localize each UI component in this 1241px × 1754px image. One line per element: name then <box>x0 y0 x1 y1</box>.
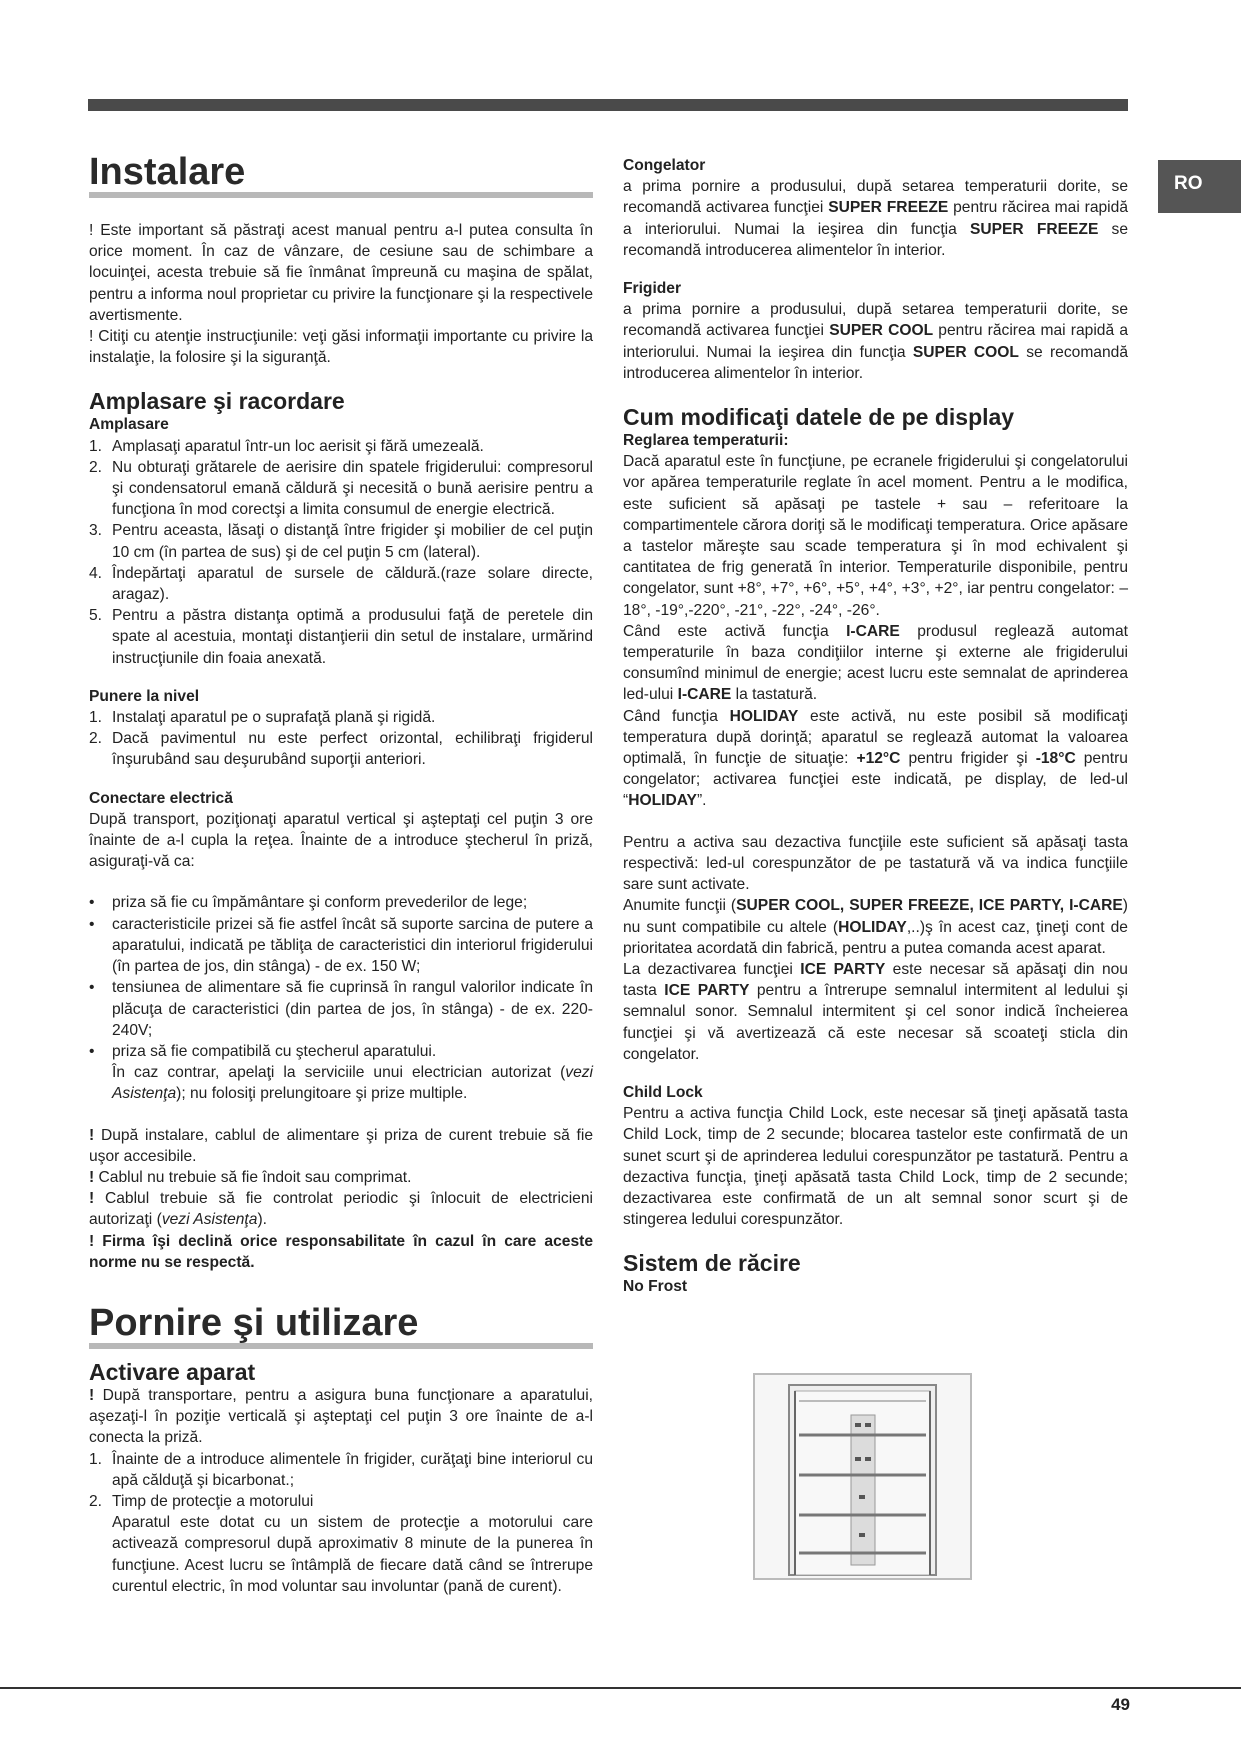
list-item: 1. Înainte de a introduce alimentele în frigider, curăţaţi bine interiorul cu apă călduţă şi bicarbonat.; <box>89 1450 593 1489</box>
warning-3: ! Cablul trebuie să fie controlat periodic şi înlocuit de electricieni autorizaţi (vezi Asistenţa). <box>89 1190 593 1229</box>
intro-paragraph-1: ! Este important să păstraţi acest manual pentru a-l putea consulta în orice moment. În caz de vânzare, de cesiune sau de schimbare a locuinţei, acesta trebuie să fie înmânat împreună cu maşina de spălat, pentru a informa noul proprietar cu privire la funcţionare şi la respectivele avertismente. <box>89 222 593 324</box>
warning-1: ! După instalare, cablul de alimentare şi priza de curent trebuie să fie uşor accesibile. <box>89 1126 594 1165</box>
right-column <box>623 155 1128 1298</box>
conectare-bullets <box>89 892 593 1104</box>
warning-2: ! Cablul nu trebuie să fie îndoit sau comprimat. <box>89 1168 412 1186</box>
intro-paragraph-2: ! Citiţi cu atenţie instrucţiunile: veţi găsi informaţii importante cu privire la instalaţie, la folosire şi la siguranţă. <box>89 328 593 367</box>
subheading-child-lock: Child Lock <box>623 1083 703 1101</box>
list-item: • priza să fie compatibilă cu ştecherul aparatului. În caz contrar, apelaţi la serviciile unui electrician autorizat (vezi Asistenţa); nu folosiţi prelungitoare şi prize multiple. <box>89 1042 593 1103</box>
list-item: 4. Îndepărtaţi aparatul de sursele de căldură.(raze solare directe, aragaz). <box>89 564 593 604</box>
list-item: 2. Dacă pavimentul nu este perfect orizontal, echilibraţi frigiderul înşurubând sau deşurubând suporţii anteriori. <box>89 730 593 769</box>
subheading-reglarea: Reglarea temperaturii: <box>623 432 789 450</box>
punere-list <box>89 707 593 771</box>
ice-party-paragraph: La dezactivarea funcţiei ICE PARTY este necesar să apăsaţi din nou tasta ICE PARTY pentru a întrerupe semnalul intermitent al ledului şi semnalul sonor. Semnalul intermitent şi cel sonor indică încheierea funcţiei şi vă avertizează că este necesar să scoateţi sticla din congelator. <box>623 960 1128 1063</box>
list-item: 1. Amplasaţi aparatul într-un loc aerisit şi fără umezeală. <box>89 437 484 455</box>
list-item: • tensiunea de alimentare să fie cuprinsă în rangul valorilor indicate în plăcuţa de caracteristici (din partea de jos, în stânga) - de ex. 220-240V; <box>89 979 593 1039</box>
no-frost-fridge-figure <box>753 1373 972 1580</box>
heading-amplasare-racordare: Amplasare şi racordare <box>89 388 345 415</box>
list-item: • priza să fie cu împământare şi conform prevederilor de lege; <box>89 894 528 912</box>
footer-rule <box>0 1687 1241 1689</box>
left-column <box>89 150 593 1597</box>
list-item: 2. Nu obturaţi grătarele de aerisire din spatele frigiderului: compresorul şi condensatorul emană căldură şi necesită o bună aerisire pentru a funcţiona în mod corectşi a limita consumul de energie electrică. <box>89 458 593 519</box>
section-title-pornire: Pornire şi utilizare <box>89 1301 593 1351</box>
amplasare-list <box>89 436 593 669</box>
language-tab: RO <box>1158 160 1241 213</box>
page-number: 49 <box>1111 1695 1130 1714</box>
holiday-paragraph: Când funcţia HOLIDAY este activă, nu este posibil să modificaţi temperatura după dorinţă; aparatul se reglează automat la valoarea optimală, în funcţie de situaţie: +12°C pentru frigider şi -18°C pentru congelator; activarea funcţiei este indicată, pe display, de led-ul “HOLIDAY”. <box>623 707 1129 810</box>
list-item: 3. Pentru aceasta, lăsaţi o distanţă între frigider şi mobilier de cel puţin 10 cm (în partea de sus) şi de cel puţin 5 cm (lateral). <box>89 522 593 561</box>
subheading-no-frost: No Frost <box>623 1278 688 1296</box>
child-lock-paragraph: Pentru a activa funcţia Child Lock, este necesar să ţineţi apăsată tasta Child Lock, timp de 2 secunde; blocarea tastelor este confirmată de un sunet scurt şi de aprinderea ledului corespunzător pe tastatură. Pentru a dezactiva funcţia, ţineţi apăsată tasta Child Lock, timp de 2 secunde; dezactivarea este confirmată de un alt semnal sonor scurt şi de stingerea ledului corespunzător. <box>623 1105 1128 1229</box>
list-item: 5. Pentru a păstra distanţa optimă a produsului faţă de peretele din spate al acestuia, montaţi distanţierii din setul de instalare, urmărind instrucţiunile din foaia anexată. <box>89 607 593 667</box>
subheading-frigider: Frigider <box>623 280 682 298</box>
subheading-conectare-electrica: Conectare electrică <box>89 789 233 807</box>
icare-paragraph: Când este activă funcţia I-CARE produsul reglează automat temperaturile în baza condiţiilor interne şi externe ale frigiderului consumînd minimul de energie; acest lucru este semnalat de aprinderea led-ului I-CARE la tastatură. <box>623 622 1128 704</box>
congelator-paragraph: a prima pornire a produsului, după setarea temperaturii dorite, se recomandă activarea funcţiei SUPER FREEZE pentru răcirea mai rapidă a interiorului. Numai la ieşirea din funcţia SUPER FREEZE se recomandă introducerea alimentelor în interior. <box>623 178 1128 259</box>
frigider-paragraph: a prima pornire a produsului, după setarea temperaturii dorite, se recomandă activarea funcţiei SUPER COOL pentru răcirea mai rapidă a interiorului. Numai la ieşirea din funcţia SUPER COOL se recomandă introducerea alimentelor în interior. <box>623 301 1128 382</box>
activare-list <box>89 1449 593 1597</box>
subheading-congelator: Congelator <box>623 157 706 174</box>
list-item: 1. Instalaţi aparatul pe o suprafaţă plană şi rigidă. <box>89 709 436 727</box>
compatibility-paragraph: Anumite funcţii (SUPER COOL, SUPER FREEZE, ICE PARTY, I-CARE) nu sunt compatibile cu altele (HOLIDAY,..)ş în acest caz, ţineţi cont de prioritatea acordată din fabrică, pentru a putea comanda acest aparat. <box>623 897 1128 957</box>
list-item: 2. Timp de protecţie a motorului Aparatul este dotat cu un sistem de protecţie a motorului care activează compresorul după aproximativ 8 minute de la punerea în funcţiune. Acest lucru se întâmplă de fiecare dată când se întrerupe curentul electric, în mod voluntar sau involuntar (pană de curent). <box>89 1492 593 1595</box>
warning-4: ! Firma îşi declină orice responsabilitate în cazul în care aceste norme nu se respectă. <box>89 1232 593 1271</box>
heading-display: Cum modificaţi datele de pe display <box>623 404 1015 431</box>
heading-sistem-racire: Sistem de răcire <box>623 1250 801 1277</box>
activare-paragraph: ! După transportare, pentru a asigura buna funcţionare a aparatului, aşezaţi-l în poziţie verticală şi aşteptaţi cel puţin 3 ore înainte de a-l conecta la priză. <box>89 1386 593 1447</box>
top-rule <box>88 99 1128 111</box>
section-title-instalare: Instalare <box>89 150 593 200</box>
subheading-punere-nivel: Punere la nivel <box>89 687 200 705</box>
subheading-amplasare: Amplasare <box>89 416 169 434</box>
conectare-paragraph: După transport, poziţionaţi aparatul vertical şi aşteptaţi cel puţin 3 ore înainte de a-l cupla la reţea. Înainte de a introduce ştecherul în priză, asiguraţi-vă ca: <box>89 810 593 871</box>
fridge-interior-illustration <box>755 1375 970 1578</box>
list-item: • caracteristicile prizei să fie astfel încât să suporte sarcina de putere a aparatului, indicată pe tăbliţa de caracteristici din interiorul frigiderului (în partea de jos, din stânga) - de ex. 150 W; <box>89 915 593 976</box>
activate-functions-paragraph: Pentru a activa sau dezactiva funcţiile este suficient să apăsaţi tasta respectivă: led-ul corespunzător de pe tastatură vă va indica funcţiile sare sunt activate. <box>623 833 1128 894</box>
heading-activare-aparat: Activare aparat <box>89 1358 256 1385</box>
reglarea-paragraph: Dacă aparatul este în funcţiune, pe ecranele frigiderului şi congelatorului vor apărea temperaturile reglate în acel moment. Pentru a le modifica, este suficient să apăsaţi pe tastele + sau – referitoare la compartimentele cărora doriţi să le modificaţi temperatura. Orice apăsare a tastelor măreşte sau scade temperatura şi în mod echivalent şi cantitatea de frig generată în interior. Temperaturile disponibile, pentru congelator, sunt +8°, +7°, +6°, +5°, +4°, +3°, +2°, iar pentru congelator: –18°, -19°,-220°, -21°, -22°, -24°, -26°. <box>623 453 1128 619</box>
